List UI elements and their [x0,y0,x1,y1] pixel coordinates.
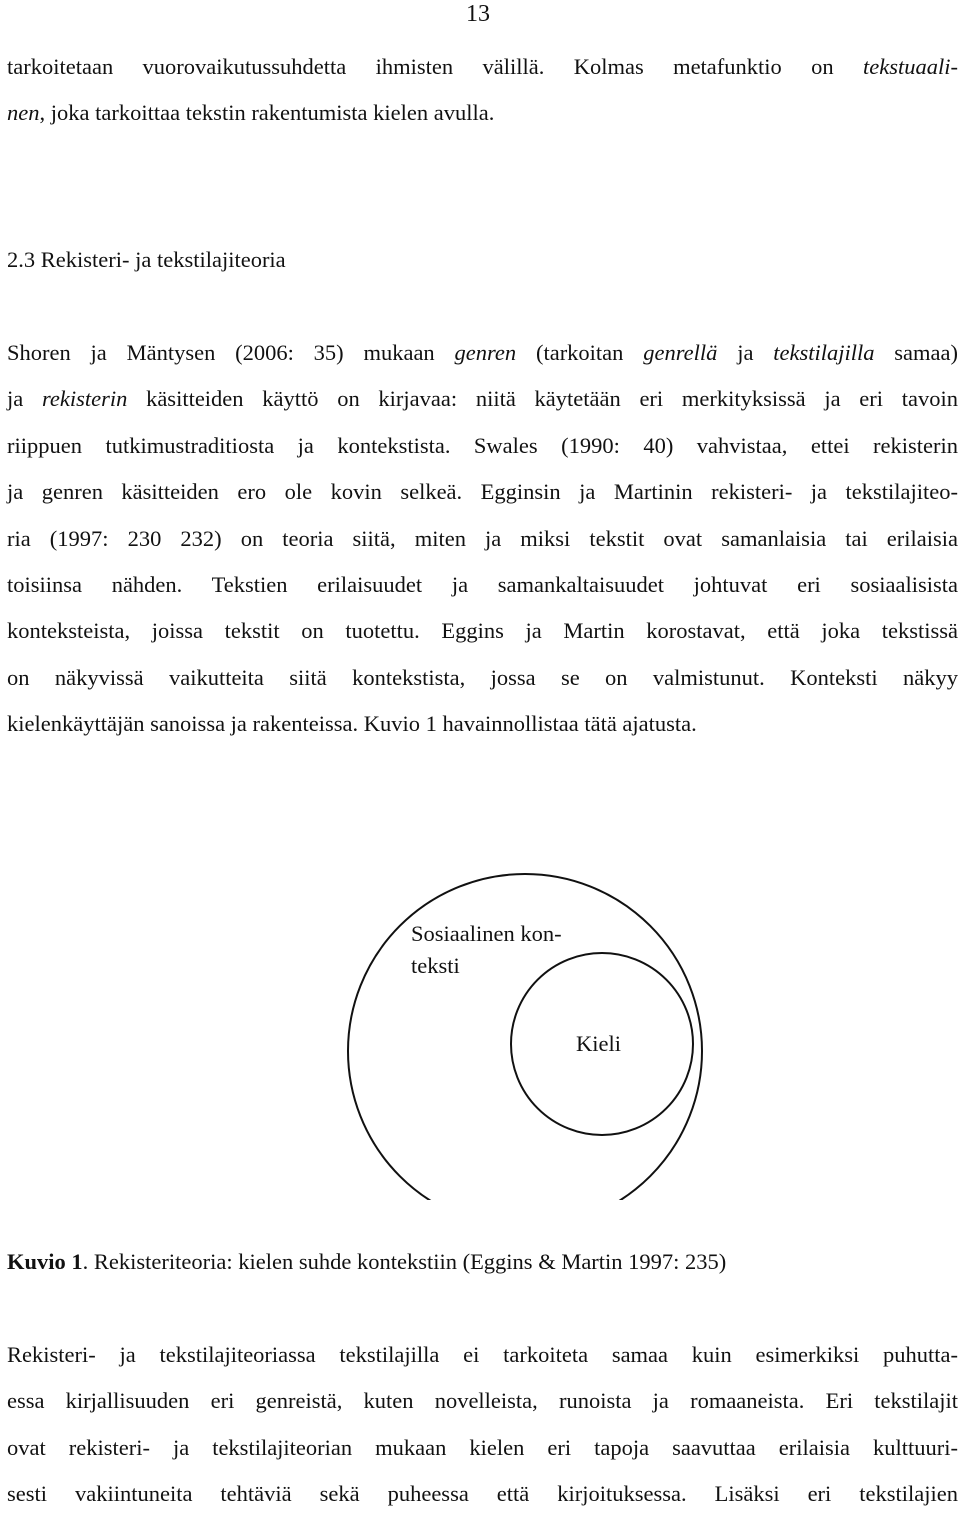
text: käsitteiden käyttö on kirjavaa: niitä käytetään eri merkityksissä ja eri tavoin [127,386,958,412]
text: ja [7,386,42,412]
intro-line-1 [7,44,958,90]
intro-text: tarkoitetaan vuorovaikutussuhdetta ihmisten välillä. Kolmas metafunktio on [7,54,864,79]
main-paragraph [7,330,958,748]
intro-paragraph [7,44,958,137]
closing-line-3: ovat rekisteri- ja tekstilajiteorian mukaan kielen eri tapoja saavuttaa erilaisia kulttuuri- [7,1434,958,1460]
italic-term: genrellä [643,340,718,365]
section-title: 2.3 Rekisteri- ja tekstilajiteoria [7,247,286,272]
page-number: 13 [466,1,490,27]
figure-caption [7,1244,726,1280]
main-line-3: riippuen tutkimustraditiosta ja kontekstista. Swales (1990: 40) vahvistaa, ettei rekisterin [7,432,958,458]
text: (tarkoitan [516,340,644,365]
closing-line-1: Rekisteri- ja tekstilajiteoriassa tekstilajilla ei tarkoiteta samaa kuin esimerkiksi puhutta- [7,1342,958,1367]
context-diagram [0,860,960,1200]
italic-term: tekstilajilla [773,340,875,365]
caption-text: . Rekisteriteoria: kielen suhde kontekstiin (Eggins & Martin 1997: 235) [82,1249,727,1274]
closing-paragraph [7,1332,958,1518]
outer-label-line-1: Sosiaalinen kon- [411,921,562,946]
outer-label-line-2: teksti [411,953,460,978]
main-line-5: ria (1997: 230 232) on teoria siitä, miten ja miksi tekstit ovat samanlaisia tai erilaisia [7,525,958,551]
intro-italic: nen [7,100,40,126]
inner-circle-label: Kieli [576,1031,621,1056]
closing-line-4: sesti vakiintuneita tehtäviä sekä puheessa että kirjoituksessa. Lisäksi eri tekstilajien [7,1481,958,1507]
intro-line-2 [7,90,958,136]
main-line-6: toisiinsa nähden. Tekstien erilaisuudet ja samankaltaisuudet johtuvat eri sosiaalisista [7,572,958,598]
closing-line-2: essa kirjallisuuden eri genreistä, kuten novelleista, runoista ja romaaneista. Eri tekstilajit [7,1388,958,1414]
main-line-4: ja genren käsitteiden ero ole kovin selkeä. Egginsin ja Martinin rekisteri- ja tekstilajiteo- [7,479,958,505]
caption-label: Kuvio 1 [7,1249,83,1274]
text: samaa) [874,340,958,365]
main-line-1 [7,330,958,376]
text: ja [717,340,774,365]
intro-text: , joka tarkoittaa tekstin rakentumista kielen avulla. [39,100,495,126]
main-line-9: kielenkäyttäjän sanoissa ja rakenteissa. Kuvio 1 havainnollistaa tätä ajatusta. [7,711,697,737]
intro-italic: tekstuaali- [863,54,958,79]
main-line-8: on näkyvissä vaikutteita siitä kontekstista, jossa se on valmistunut. Konteksti näkyy [7,664,958,690]
italic-term: rekisterin [41,386,128,412]
main-line-7: konteksteista, joissa tekstit on tuotettu. Eggins ja Martin korostavat, että joka tekstissä [7,618,958,644]
text: Shoren ja Mäntysen (2006: 35) mukaan [7,340,455,365]
italic-term: genren [454,340,517,365]
main-line-2 [7,376,958,422]
outer-circle-label [411,918,611,982]
